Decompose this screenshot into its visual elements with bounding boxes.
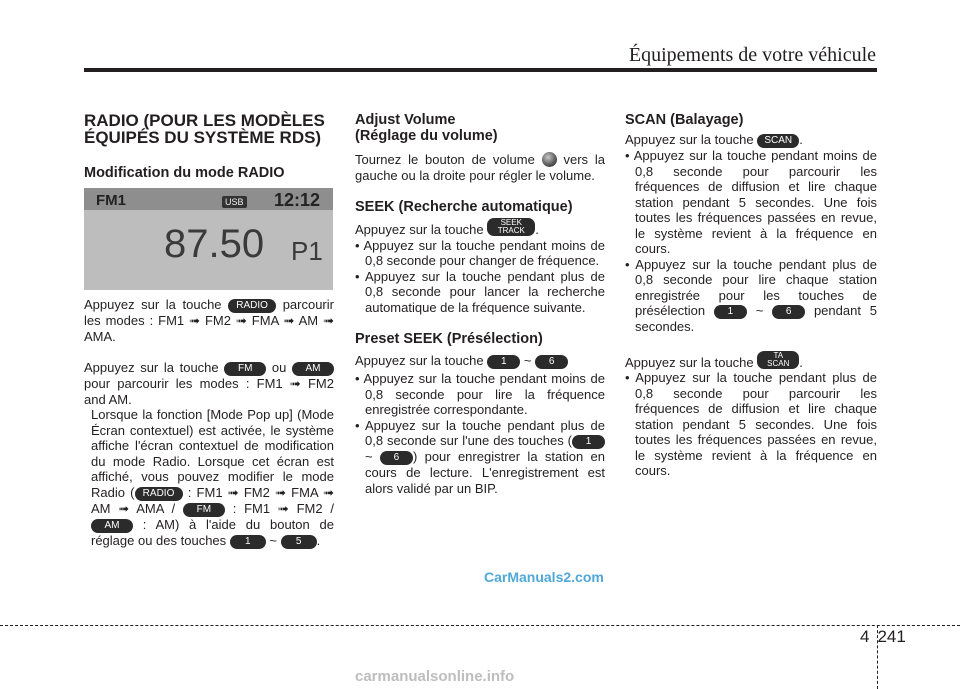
preset-1-button-icon: 1 xyxy=(230,535,266,549)
display-source: USB xyxy=(222,196,247,208)
page-header-title: Équipements de votre véhicule xyxy=(628,44,876,66)
display-preset: P1 xyxy=(291,236,323,266)
volume-text: Tournez le bouton de volume vers la gauche ou la droite pour régler le volume. xyxy=(355,152,605,183)
preset-bullet-1: • Appuyez sur la touche pendant moins de 0,8 seconde pour lire la fréquence enregistrée correspondante. xyxy=(355,371,605,417)
display-band: FM1 xyxy=(96,192,126,209)
display-frequency: 87.50 xyxy=(164,222,265,266)
column-scan xyxy=(625,112,877,479)
seek-title: SEEK (Recherche automatique) xyxy=(355,199,573,215)
ta-intro: Appuyez sur la touche TA SCAN . xyxy=(625,350,803,370)
scan-bullet-2: • Appuyez sur la touche pendant plus de 0,8 seconde pour lire chaque station enregistrée pour les touches de présélection 1 ~ 6 pendant 5 secondes. xyxy=(625,256,877,334)
preset-5-button-icon: 5 xyxy=(281,535,317,549)
fm-button-icon: FM xyxy=(183,503,225,517)
radio-paragraph-3: Lorsque la fonction [Mode Pop up] (Mode Écran contextuel) est activée, le système affiche l'écran contextuel de modification du mode Radio. Lorsque cet écran est affiché, vous pouvez modifier le mode Radio ( RADIO : FM1 ➟ FM2 ➟ FMA ➟ AM ➟ AMA / FM : FM1 ➟ FM2 / AM : AM) à l'aide du bouton de réglage ou des touches 1 ~ 5 . xyxy=(91,407,334,548)
am-button-icon: AM xyxy=(91,519,133,533)
preset-title: Preset SEEK (Présélection) xyxy=(355,331,543,347)
watermark-text: CarManuals2.com xyxy=(484,569,604,585)
footer-rule xyxy=(0,625,960,626)
volume-knob-icon xyxy=(542,152,557,167)
seek-bullet-1: • Appuyez sur la touche pendant moins de 0,8 seconde pour changer de fréquence. xyxy=(355,237,605,268)
volume-title-line-2: (Réglage du volume) xyxy=(355,128,498,144)
ta-scan-button-icon: TA SCAN xyxy=(757,351,799,369)
preset-intro: Appuyez sur la touche 1 ~ 6 xyxy=(355,353,605,369)
radio-paragraph-1: Appuyez sur la touche RADIO parcourir les modes : FM1 ➟ FM2 ➟ FMA ➟ AM ➟ AMA. xyxy=(84,297,334,344)
page-number: 4 241 xyxy=(860,627,906,646)
header-rule xyxy=(84,68,877,72)
seek-track-button-icon: SEEK TRACK xyxy=(487,218,535,236)
ta-bullet-1: • Appuyez sur la touche pendant plus de 0,8 seconde pour parcourir les fréquences de diffusion et lire chaque station pendant 5 secondes. Une fois toutes les fréquences passées en revue, le système revient à la fréquence en cours. xyxy=(625,370,877,478)
display-clock: 12:12 xyxy=(274,190,321,210)
source-watermark: carmanualsonline.info xyxy=(355,668,515,685)
preset-6-button-icon: 6 xyxy=(380,451,413,465)
section-title-radio: RADIO (POUR LES MODÈLES ÉQUIPÉS DU SYSTÈME RDS) xyxy=(84,111,325,147)
volume-title-line-1: Adjust Volume xyxy=(355,112,456,128)
preset-6-button-icon: 6 xyxy=(772,305,805,319)
scan-bullet-1: • Appuyez sur la touche pendant moins de 0,8 seconde pour parcourir les fréquences de diffusion et lire chaque station pendant 5 secondes. Une fois toutes les fréquences passées en revue, le système revient à la fréquence en cours. xyxy=(625,148,877,256)
radio-button-icon: RADIO xyxy=(228,299,276,313)
am-button-icon: AM xyxy=(292,362,334,376)
scan-button-icon: SCAN xyxy=(757,134,799,148)
fm-button-icon: FM xyxy=(224,362,266,376)
preset-1-button-icon: 1 xyxy=(572,435,605,449)
subtitle-mode: Modification du mode RADIO xyxy=(84,165,285,181)
column-seek xyxy=(355,112,605,496)
scan-intro: Appuyez sur la touche SCAN . xyxy=(625,132,803,147)
preset-6-button-icon: 6 xyxy=(535,355,568,369)
preset-1-button-icon: 1 xyxy=(487,355,520,369)
seek-intro: Appuyez sur la touche SEEK TRACK . xyxy=(355,218,539,237)
column-radio xyxy=(84,112,334,181)
preset-bullet-2: • Appuyez sur la touche pendant plus de 0,8 seconde sur l'une des touches ( 1 ~ 6 ) pour enregistrer la station en cours de lecture. L'enregistrement est alors validé par un BIP. xyxy=(355,417,605,496)
scan-title: SCAN (Balayage) xyxy=(625,112,744,128)
seek-bullet-2: • Appuyez sur la touche pendant plus de 0,8 seconde pour lancer la recherche automatique de la fréquence suivante. xyxy=(355,268,605,315)
radio-display xyxy=(84,188,333,290)
radio-button-icon: RADIO xyxy=(135,487,183,501)
preset-1-button-icon: 1 xyxy=(714,305,747,319)
radio-paragraph-2: Appuyez sur la touche FM ou AM pour parcourir les modes : FM1 ➟ FM2 and AM. xyxy=(84,360,334,407)
column-radio-text xyxy=(84,297,334,549)
